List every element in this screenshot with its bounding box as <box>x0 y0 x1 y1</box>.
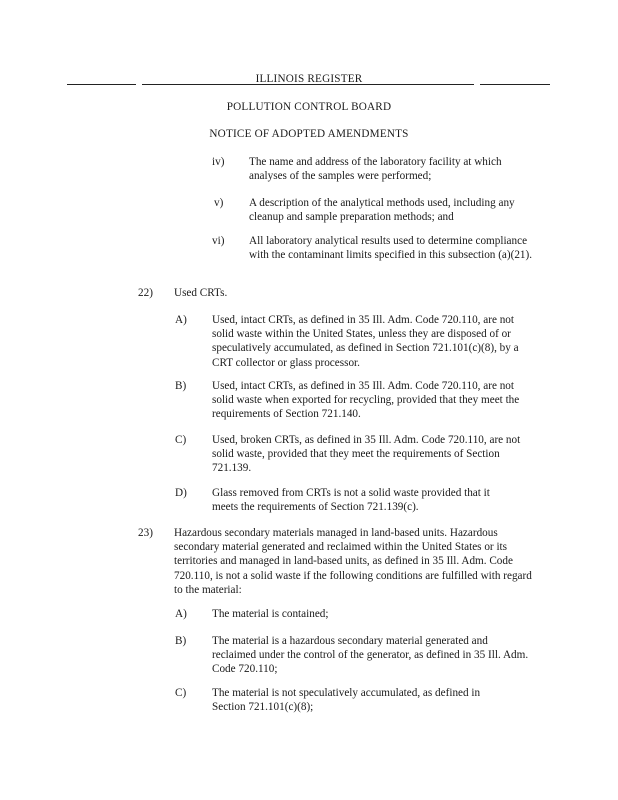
section-22-text: Used CRTs. <box>174 287 228 299</box>
section-23-label: 23) <box>138 527 153 539</box>
board-title: POLLUTION CONTROL BOARD <box>226 101 392 113</box>
section-22a-text: Used, intact CRTs, as defined in 35 Ill. Adm. Code 720.110, are not solid waste within the United States, unless they are disposed of or speculatively accumulated, as defined in Section 721.101(c)(8), by a CRT collector or glass processor. <box>212 314 519 369</box>
section-22c-label: C) <box>175 434 187 446</box>
item-v-text: A description of the analytical methods used, including any cleanup and sample preparation methods; and <box>249 197 515 224</box>
item-vi-label: vi) <box>212 235 225 247</box>
section-23c-text: The material is not speculatively accumulated, as defined in Section 721.101(c)(8); <box>212 687 481 714</box>
notice-title: NOTICE OF ADOPTED AMENDMENTS <box>209 128 409 140</box>
section-23-text: Hazardous secondary materials managed in land-based units. Hazardous secondary material generated and reclaimed within the United States or its territories and managed in land-based units, as defined in 35 Ill. Adm. Code 720.110, is not a solid waste if the following conditions are fulfilled with regard to the material: <box>174 527 532 596</box>
section-23a-text: The material is contained; <box>212 608 329 620</box>
section-22d-label: D) <box>175 487 187 499</box>
item-v-label: v) <box>214 197 224 209</box>
register-title: ILLINOIS REGISTER <box>255 73 363 85</box>
item-iv-label: iv) <box>212 156 225 168</box>
section-22d-text: Glass removed from CRTs is not a solid waste provided that it meets the requirements of Section 721.139(c). <box>212 487 490 514</box>
section-23a-label: A) <box>175 608 187 620</box>
item-vi-text: All laboratory analytical results used to determine compliance with the contaminant limits specified in this subsection (a)(21). <box>249 235 533 262</box>
section-22b-text: Used, intact CRTs, as defined in 35 Ill. Adm. Code 720.110, are not solid waste when exported for recycling, provided that they meet the requirements of Section 721.140. <box>212 380 520 421</box>
section-23b-label: B) <box>175 635 187 647</box>
section-22a-label: A) <box>175 314 187 326</box>
section-22c-text: Used, broken CRTs, as defined in 35 Ill. Adm. Code 720.110, are not solid waste, provided that they meet the requirements of Section 721.139. <box>212 434 521 475</box>
item-iv-text: The name and address of the laboratory facility at which analyses of the samples were performed; <box>249 156 502 183</box>
section-22-label: 22) <box>138 287 153 299</box>
section-23c-label: C) <box>175 687 187 699</box>
section-23b-text: The material is a hazardous secondary material generated and reclaimed under the control of the generator, as defined in 35 Ill. Adm. Code 720.110; <box>212 635 529 676</box>
section-22b-label: B) <box>175 380 187 392</box>
